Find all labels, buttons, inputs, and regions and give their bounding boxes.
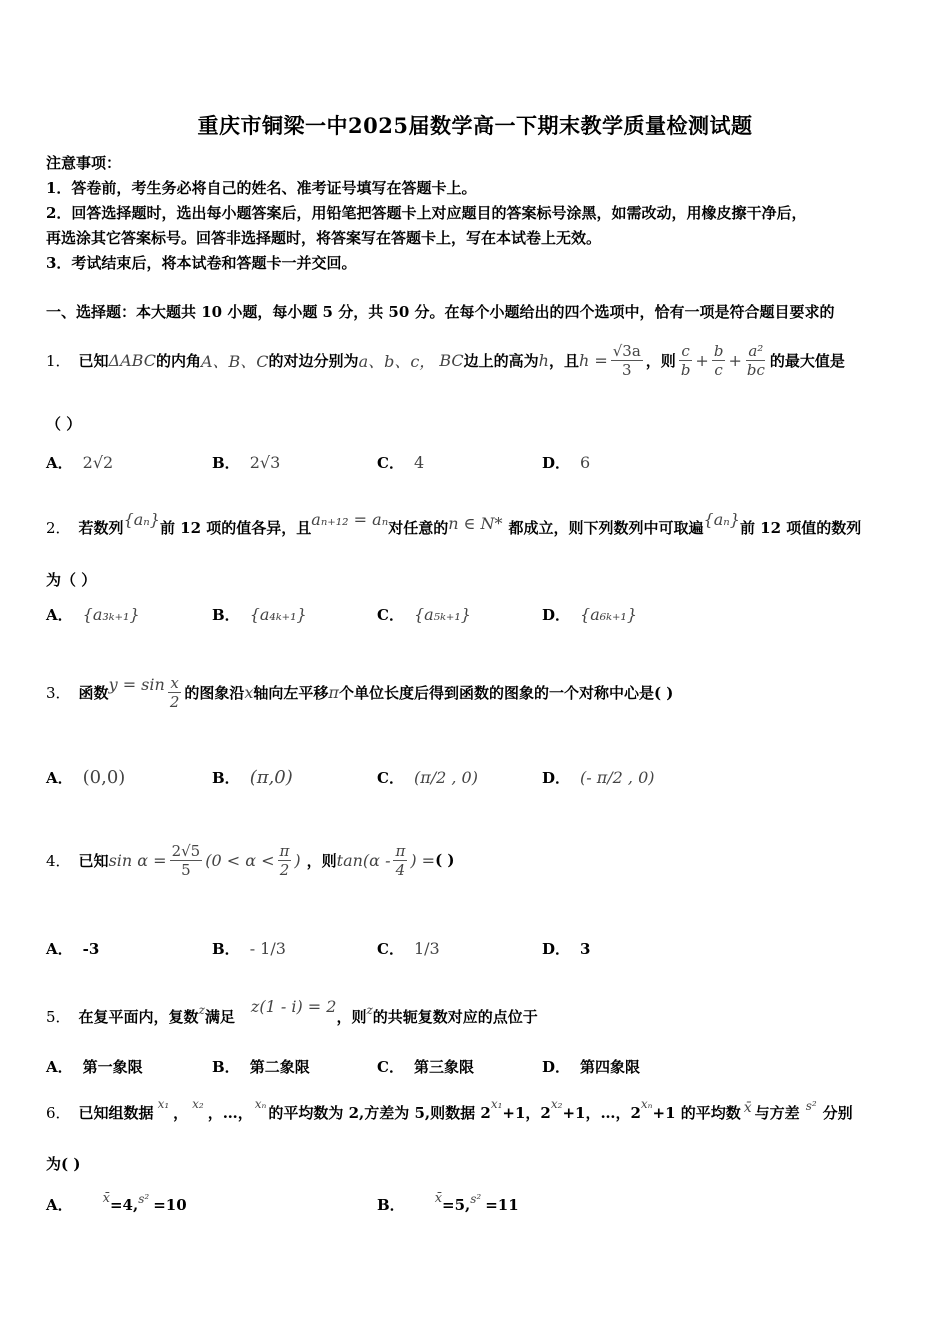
math-relation: aₙ₊₁₂ = aₙ	[311, 509, 389, 529]
option-b[interactable]	[212, 767, 293, 788]
option-d[interactable]	[542, 1056, 640, 1077]
option-a[interactable]	[46, 767, 125, 788]
fraction-a2-bc	[745, 342, 767, 379]
option-value: {a₅ₖ₊₁}	[413, 605, 471, 624]
option-value: =5,	[442, 1195, 471, 1214]
math-exp-xn: xₙ	[640, 1097, 653, 1111]
math-xn: xₙ	[254, 1097, 267, 1111]
frac-den: c	[714, 360, 723, 379]
option-label: C．	[377, 1058, 404, 1076]
option-value: (π,0)	[249, 767, 293, 788]
math-bc: BC	[439, 350, 464, 370]
page-title: 重庆市铜梁一中2025届数学高一下期末教学质量检测试题	[197, 113, 753, 138]
option-b[interactable]	[212, 1056, 310, 1077]
q-text: 的图象沿	[184, 683, 245, 702]
option-value: - 1/3	[249, 939, 286, 958]
math-s2: s²	[470, 1191, 482, 1206]
answer-paren: （ ）	[46, 415, 82, 433]
math-z: z	[198, 1003, 205, 1017]
option-label: C．	[377, 940, 404, 958]
option-b[interactable]	[377, 1191, 519, 1215]
question-4	[46, 832, 454, 888]
q-text: 分别	[822, 1103, 853, 1122]
option-value: {a₃ₖ₊₁}	[82, 605, 140, 624]
option-value: 1/3	[413, 939, 440, 958]
q-text: 个单位长度后得到函数的图象的一个对称中心是( )	[338, 683, 674, 702]
math-x2: x₂	[192, 1097, 204, 1111]
option-label: C．	[377, 769, 404, 787]
option-d[interactable]	[542, 767, 655, 788]
q-text: 对任意的	[388, 518, 449, 537]
q-text: 函数	[78, 683, 109, 702]
option-label: A．	[46, 1058, 73, 1076]
math-range-close: )	[294, 850, 301, 870]
frac-den: 2	[169, 692, 180, 711]
option-c[interactable]	[377, 767, 478, 788]
question-2-cont: 为（ ）	[46, 571, 97, 589]
option-value: 第二象限	[249, 1058, 310, 1076]
option-value: (- π/2 , 0)	[580, 768, 655, 787]
notice-item-2: 2．回答选择题时，选出每小题答案后，用铅笔把答题卡上对应题目的答案标号涂黑，如需改动，用橡皮擦干净后，	[46, 204, 807, 222]
option-a[interactable]	[46, 452, 113, 473]
math-triangle: ΔABC	[108, 350, 156, 370]
option-d[interactable]	[542, 604, 637, 625]
option-label: B．	[212, 1058, 240, 1076]
q-text: 的共轭复数对应的点位于	[372, 1007, 538, 1026]
math-shift: π	[328, 682, 339, 702]
notice-item-3: 3．考试结束后，将本试卷和答题卡一并交回。	[46, 254, 357, 272]
option-d[interactable]	[542, 452, 590, 473]
math-angles: A、B、C	[200, 351, 269, 371]
math-seq: {aₙ}	[703, 509, 740, 529]
q-text: ，…，	[207, 1103, 253, 1122]
q-text: 的对边分别为	[268, 351, 359, 370]
frac-num: π	[279, 841, 290, 860]
option-value: {a₄ₖ₊₁}	[249, 605, 307, 624]
math-x1: x₁	[157, 1097, 170, 1111]
math-axis: x	[244, 682, 254, 702]
fraction-pi-4	[393, 842, 407, 879]
plus-sign: +	[695, 350, 709, 370]
math-h-lhs: h =	[578, 350, 608, 370]
q-text: 若数列	[78, 518, 124, 537]
option-label: B．	[377, 1196, 405, 1214]
option-value: 6	[580, 453, 591, 472]
option-c[interactable]	[377, 938, 440, 959]
q-text: +1，…，2	[562, 1103, 641, 1122]
q-text: 在复平面内，复数	[78, 1007, 199, 1026]
option-label: B．	[212, 606, 240, 624]
option-label: A．	[46, 1196, 73, 1214]
math-h: h	[538, 350, 549, 370]
math-exp-x1: x₁	[490, 1097, 503, 1111]
math-z: z	[366, 1003, 373, 1017]
question-6-cont: 为( )	[46, 1155, 81, 1173]
q-text: ，则	[306, 851, 337, 870]
option-value: =11	[485, 1195, 519, 1214]
fraction-h	[611, 342, 643, 379]
option-label: D．	[542, 454, 571, 472]
question-2	[46, 507, 861, 547]
math-seq: {aₙ}	[123, 509, 160, 529]
question-number: 5．	[46, 1007, 71, 1026]
option-a[interactable]	[46, 1056, 143, 1077]
math-sides: a、b、c，	[358, 351, 436, 371]
fraction-2sqrt5-5	[170, 842, 203, 879]
q-text: 与方差	[754, 1103, 800, 1122]
q-text: ，则	[645, 351, 676, 370]
option-a[interactable]	[46, 938, 99, 959]
q-text: 已知	[78, 851, 109, 870]
fraction-b-c	[712, 342, 726, 379]
math-xbar: x̄	[743, 1100, 752, 1116]
option-value: 第四象限	[580, 1058, 641, 1076]
frac-den: 5	[181, 860, 191, 879]
q-text: +1 的平均数	[652, 1103, 741, 1122]
fraction-c-b	[679, 342, 693, 379]
q-text: 都成立，则下列数列中可取遍	[508, 518, 704, 537]
option-c[interactable]	[377, 1056, 474, 1077]
math-equation: z(1 - i) = 2	[250, 996, 337, 1016]
frac-den: bc	[746, 360, 765, 379]
plus-sign: +	[728, 350, 742, 370]
math-tan: tan(α -	[336, 850, 391, 870]
q-text: ，则	[336, 1007, 367, 1026]
q-text: 已知	[78, 351, 109, 370]
option-d[interactable]	[542, 938, 590, 959]
option-value: 第一象限	[82, 1058, 143, 1076]
option-value: (0,0)	[82, 767, 126, 788]
option-label: D．	[542, 1058, 571, 1076]
frac-den: 3	[622, 360, 632, 379]
option-label: D．	[542, 769, 571, 787]
frac-num: x	[170, 673, 179, 692]
option-label: A．	[46, 606, 73, 624]
frac-num: √3a	[612, 341, 641, 360]
math-s2: s²	[138, 1191, 150, 1206]
option-value: 2√3	[249, 453, 281, 472]
notice-item-1: 1．答卷前，考生务必将自己的姓名、准考证号填写在答题卡上。	[46, 179, 477, 197]
question-number: 3．	[46, 683, 71, 702]
q-text: 边上的高为	[463, 351, 539, 370]
option-label: A．	[46, 940, 73, 958]
q-text: +1，2	[502, 1103, 551, 1122]
frac-den: 4	[395, 860, 406, 879]
option-c[interactable]	[377, 604, 471, 625]
fraction-x-2	[168, 674, 182, 711]
section-heading: 一、选择题：本大题共 10 小题，每小题 5 分，共 50 分。在每个小题给出的四个选项中，恰有一项是符合题目要求的	[46, 303, 835, 321]
option-label: A．	[46, 769, 73, 787]
frac-den: b	[680, 360, 691, 379]
q-text: ，且	[548, 351, 579, 370]
option-label: B．	[212, 769, 240, 787]
frac-num: c	[681, 341, 690, 360]
q-text: 的最大值是	[769, 351, 845, 370]
q-text: 的内角	[155, 351, 201, 370]
math-s2: s²	[805, 1099, 817, 1113]
q-text: 已知组数据	[78, 1103, 154, 1122]
frac-num: a²	[748, 341, 764, 360]
question-5	[46, 996, 538, 1036]
option-label: B．	[212, 940, 240, 958]
option-label: D．	[542, 606, 571, 624]
question-6	[46, 1092, 853, 1132]
frac-num: 2√5	[171, 841, 201, 860]
option-value: -3	[82, 939, 100, 958]
option-a[interactable]	[46, 1191, 187, 1215]
option-value: 第三象限	[413, 1058, 474, 1076]
question-3	[46, 664, 673, 720]
option-c[interactable]	[377, 452, 424, 473]
answer-paren: ( )	[435, 851, 455, 869]
notice-item-2-cont: 再选涂其它答案标号。回答非选择题时，将答案写在答题卡上，写在本试卷上无效。	[46, 229, 602, 247]
option-label: D．	[542, 940, 571, 958]
q-text: ，	[173, 1103, 189, 1122]
option-b[interactable]	[212, 452, 280, 473]
q-text: 满足	[204, 1007, 235, 1026]
fraction-pi-2	[278, 842, 292, 879]
math-condition: n ∈ N*	[448, 513, 503, 533]
option-value: 2√2	[82, 453, 114, 472]
notice-heading: 注意事项：	[46, 154, 122, 172]
option-value: =4,	[109, 1195, 139, 1214]
frac-num: π	[395, 841, 406, 860]
option-label: B．	[212, 454, 240, 472]
math-exp-x2: x₂	[550, 1097, 563, 1111]
question-number: 6．	[46, 1103, 71, 1122]
option-value: {a₆ₖ₊₁}	[580, 605, 638, 624]
option-value: =10	[153, 1195, 187, 1214]
option-b[interactable]	[212, 604, 307, 625]
math-xbar: x̄	[434, 1191, 443, 1206]
question-number: 4．	[46, 851, 71, 870]
frac-num: b	[713, 341, 724, 360]
frac-den: 2	[279, 860, 290, 879]
option-b[interactable]	[212, 938, 286, 959]
q-text: 的平均数为 2,方差为 5,则数据 2	[268, 1103, 491, 1122]
q-text: 轴向左平移	[253, 683, 329, 702]
math-func: y = sin	[108, 674, 165, 694]
question-number: 2．	[46, 518, 71, 537]
option-value: 4	[413, 453, 425, 472]
option-label: C．	[377, 454, 404, 472]
question-number: 1．	[46, 351, 71, 370]
question-1	[46, 328, 845, 392]
math-xbar: x̄	[102, 1191, 110, 1206]
option-value: 3	[580, 939, 591, 958]
math-sin: sin α =	[108, 850, 167, 870]
option-value: (π/2 , 0)	[413, 768, 478, 787]
option-label: A．	[46, 454, 73, 472]
q-text: 前 12 项的值各异，且	[159, 518, 312, 537]
option-a[interactable]	[46, 604, 140, 625]
option-label: C．	[377, 606, 404, 624]
math-tan-close: ) =	[410, 850, 436, 870]
q-text: 前 12 项值的数列	[739, 518, 862, 537]
math-range: (0 < α <	[205, 850, 275, 870]
